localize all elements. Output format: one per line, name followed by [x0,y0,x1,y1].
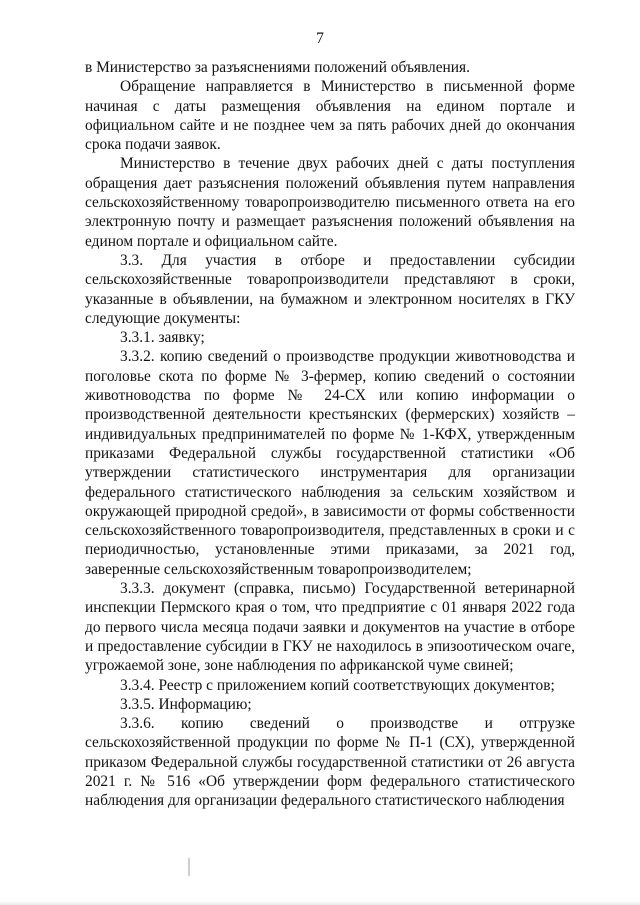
paragraph-continuation: в Министерство за разъяснениями положений объявления. [85,59,470,76]
paragraph-appeal-procedure: Обращение направляется в Министерство в письменной форме начиная с даты размещения объявления на едином портале и официальном сайте и не позднее чем за пять рабочих дней до окончания срока подачи заявок. [85,78,575,154]
paragraph-section-3-3: 3.3. Для участия в отборе и предоставлении субсидии сельскохозяйственные товаропроизводители представляют в сроки, указанные в объявлении, на бумажном и электронном носителях в ГКУ следующие документы: [85,251,575,327]
scan-bottom-edge [0,901,640,905]
list-item-3-3-5: 3.3.5. Информацию; [120,695,252,713]
list-item-3-3-2: 3.3.2. копию сведений о производстве продукции животноводства и поголовье скота по форме № 3-фермер, копию сведений о состоянии животноводства по форме № 24-СХ или копию информации о производственной деятельности крестьянских (фермерских) хозяйств – индивидуальных предпринимателей по форме № 1-КФХ, утвержденным приказами Федеральной службы государственной статистики «Об утверждении статистического инструментария для организации федерального статистического наблюдения за сельским хозяйством и окружающей природной средой», в зависимости от формы собственности сельскохозяйственного товаропроизводителя, представленных в сроки и с периодичностью, установленные этими приказами, за 2021 год, заверенные сельскохозяйственным товаропроизводителем; [85,348,575,578]
page-number: 7 [316,30,324,47]
list-item-3-3-1: 3.3.1. заявку; [120,329,205,347]
list-item-3-3-6: 3.3.6. копию сведений о производстве и отгрузке сельскохозяйственной продукции по форме № П-1 (СХ), утвержденной приказом Федеральной службы государственной статистики от 26 августа 2021 г. № 516 «Об утверждении форм федерального статистического наблюдения для организации федерального статистического наблюдения [85,715,575,810]
paragraph-ministry-clarification: Министерство в течение двух рабочих дней с даты поступления обращения дает разъяснения положений объявления путем направления сельскохозяйственному товаропроизводителю письменного ответа на его электронную почту и размещает разъяснения положений объявления на едином портале и официальном сайте. [85,155,575,250]
list-item-3-3-4: 3.3.4. Реестр с приложением копий соответствующих документов; [120,676,555,694]
document-body [85,58,575,811]
list-item-3-3-3: 3.3.3. документ (справка, письмо) Государственной ветеринарной инспекции Пермского края о том, что предприятие с 01 января 2022 года до первого числа месяца подачи заявки и документов на участие в отборе и предоставление субсидии в ГКУ не находилось в эпизоотическом очаге, угрожаемой зоне, зоне наблюдения по африканской чуме свиней; [85,580,575,675]
scan-artifact [188,858,190,876]
